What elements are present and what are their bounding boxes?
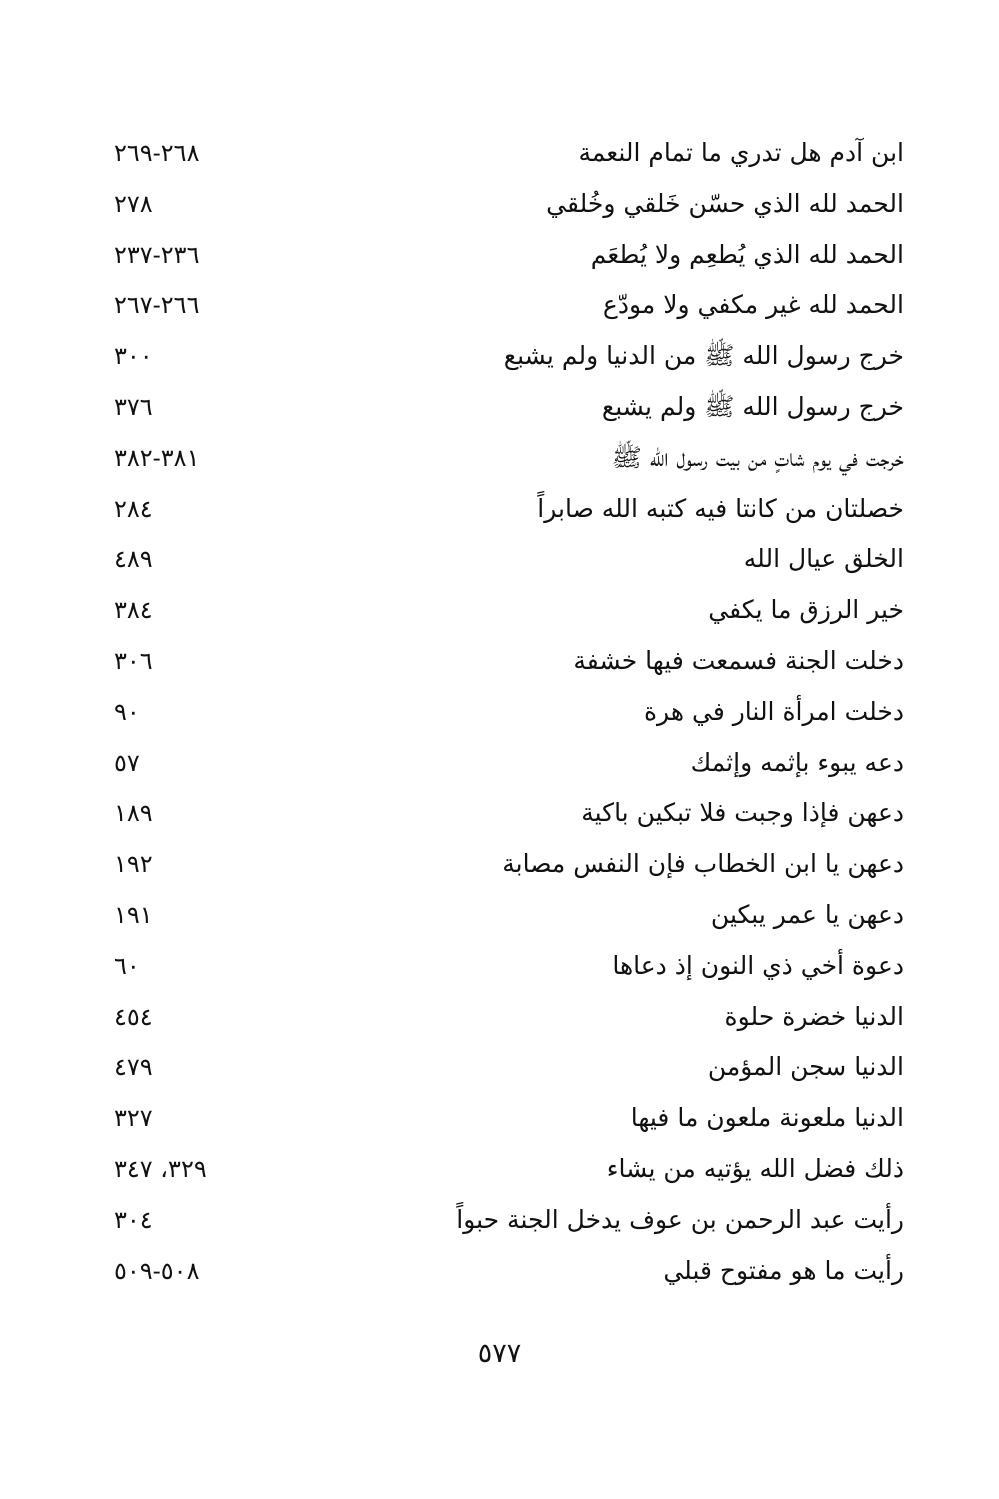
entry-page-refs: ٦٠ xyxy=(114,951,140,980)
entry-page-refs: ١٨٩ xyxy=(114,799,153,828)
index-entry xyxy=(100,128,904,179)
entry-page-refs: ١٩٢ xyxy=(114,850,153,879)
entry-text: ابن آدم هل تدري ما تمام النعمة xyxy=(578,138,904,167)
entry-text: الدنيا ملعونة ملعون ما فيها xyxy=(630,1103,904,1133)
entry-page-refs: ٥٠٨-٥٠٩ xyxy=(114,1256,200,1285)
index-entry xyxy=(100,1144,904,1195)
page-number: ٥٧٧ xyxy=(477,1338,522,1369)
entry-page-refs: ٩٠ xyxy=(114,697,140,726)
entry-text: خرجت في يوم شاتٍ من بيت رسول الله ﷺ xyxy=(611,442,904,472)
entry-page-refs: ٥٧ xyxy=(114,748,140,777)
entry-text: دخلت امرأة النار في هرة xyxy=(643,696,904,726)
entry-page-refs: ٢٦٨-٢٦٩ xyxy=(114,139,200,167)
index-entry xyxy=(100,1093,904,1144)
entry-text: الدنيا خضرة حلوة xyxy=(724,1001,904,1031)
entry-text: دخلت الجنة فسمعت فيها خشفة xyxy=(573,645,904,675)
entry-page-refs: ٣٢٧ xyxy=(114,1104,153,1133)
entry-text: ذلك فضل الله يؤتيه من يشاء xyxy=(606,1153,904,1183)
entry-page-refs: ٤٧٩ xyxy=(114,1053,153,1082)
entry-page-refs: ٣٠٤ xyxy=(114,1205,153,1234)
entry-text: دعهن فإذا وجبت فلا تبكين باكية xyxy=(581,798,904,828)
index-entry xyxy=(100,788,904,839)
index-entry xyxy=(100,280,904,331)
entry-text: خصلتان من كانتا فيه كتبه الله صابراً xyxy=(537,493,904,523)
entry-page-refs: ٤٨٩ xyxy=(114,545,153,574)
entry-text: الحمد لله الذي حسّن خَلقي وخُلقي xyxy=(546,188,904,218)
index-entry xyxy=(100,230,904,281)
entry-text: دعهن يا ابن الخطاب فإن النفس مصابة xyxy=(502,849,904,879)
entry-page-refs: ٢٧٨ xyxy=(114,189,153,218)
entry-page-refs: ٣٢٩، ٣٤٧ xyxy=(114,1154,207,1183)
index-entry xyxy=(100,941,904,992)
entry-text: خرج رسول الله ﷺ ولم يشبع xyxy=(601,391,904,421)
index-entry xyxy=(100,382,904,433)
entry-page-refs: ٣٠٦ xyxy=(114,646,153,675)
entry-text: دعوة أخي ذي النون إذ دعاها xyxy=(612,950,904,980)
entry-page-refs: ١٩١ xyxy=(114,900,153,929)
index-entry xyxy=(100,890,904,941)
entry-page-refs: ٣٨٤ xyxy=(114,596,153,625)
entry-page-refs: ٢٨٤ xyxy=(114,494,153,523)
entry-text: رأيت عبد الرحمن بن عوف يدخل الجنة حبواً xyxy=(456,1204,904,1234)
entry-text: دعه يبوء بإثمه وإثمك xyxy=(690,747,904,777)
index-entry xyxy=(100,179,904,230)
index-entry xyxy=(100,1195,904,1246)
entry-page-refs: ٢٣٦-٢٣٧ xyxy=(114,240,200,269)
index-entry xyxy=(100,433,904,484)
index-entry xyxy=(100,1246,904,1297)
index-entry xyxy=(100,331,904,382)
index-entry xyxy=(100,1042,904,1093)
entry-text: خرج رسول الله ﷺ من الدنيا ولم يشبع xyxy=(503,341,904,371)
entry-text: دعهن يا عمر يبكين xyxy=(710,899,904,929)
entry-text: الخلق عيال الله xyxy=(743,544,904,574)
entry-page-refs: ٤٥٤ xyxy=(114,1002,153,1031)
entry-text: الدنيا سجن المؤمن xyxy=(707,1052,904,1082)
entry-page-refs: ٣٠٠ xyxy=(114,342,153,371)
index-entry xyxy=(100,534,904,585)
index-entry xyxy=(100,484,904,535)
hadith-index-list xyxy=(100,128,904,1296)
index-entry xyxy=(100,992,904,1043)
index-entry xyxy=(100,636,904,687)
entry-text: خير الرزق ما يكفي xyxy=(708,595,904,625)
entry-text: الحمد لله الذي يُطعِم ولا يُطعَم xyxy=(590,239,904,269)
entry-page-refs: ٣٧٦ xyxy=(114,392,153,421)
entry-text: الحمد لله غير مكفي ولا مودّع xyxy=(602,290,904,320)
index-entry xyxy=(100,585,904,636)
entry-text: رأيت ما هو مفتوح قبلي xyxy=(663,1255,904,1285)
index-entry xyxy=(100,738,904,789)
entry-page-refs: ٣٨١-٣٨٢ xyxy=(114,443,200,472)
index-entry xyxy=(100,687,904,738)
index-entry xyxy=(100,839,904,890)
entry-page-refs: ٢٦٦-٢٦٧ xyxy=(114,291,200,320)
